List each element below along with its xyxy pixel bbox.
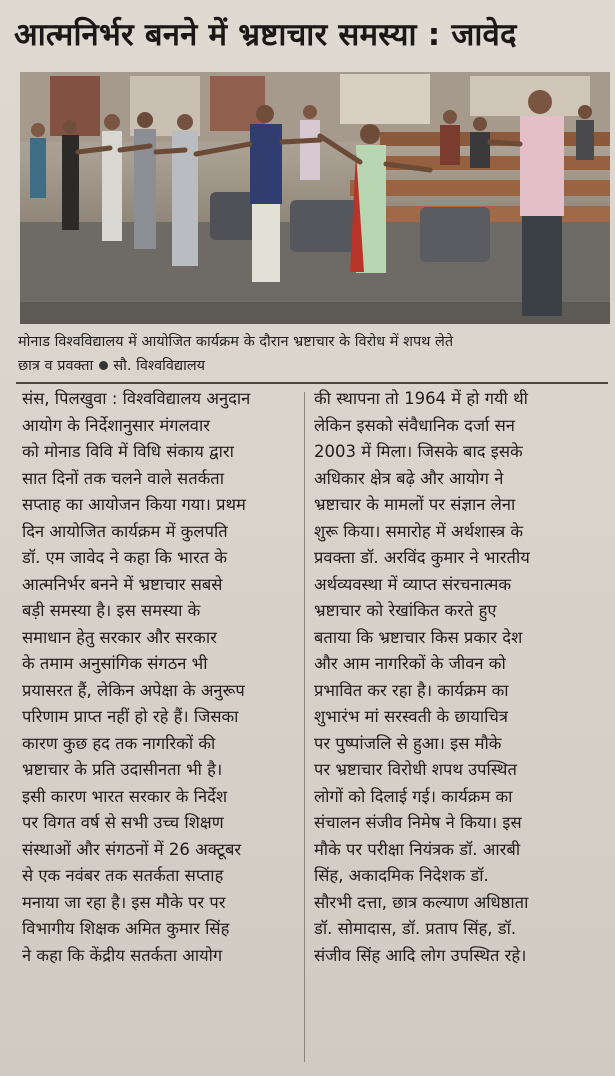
photo-caption	[18, 330, 603, 378]
article-text-line: 2003 में मिला। जिसके बाद इसके	[314, 442, 523, 461]
article-text-line: और आम नागरिकों के जीवन को	[314, 654, 506, 673]
article-text-line: सात दिनों तक चलने वाले सतर्कता	[22, 468, 224, 488]
article-text-line: शुरू किया। समारोह में अर्थशास्त्र के	[314, 521, 524, 541]
article-text-line: भ्रष्टाचार को रेखांकित करते हुए	[314, 601, 497, 620]
article-text-line: अर्थव्यवस्था में व्याप्त संरचनात्मक	[314, 574, 512, 594]
article-text-line: संजीव सिंह आदि लोग उपस्थित रहे।	[314, 945, 527, 965]
article-text-line: डॉ. सोमादास, डॉ. प्रताप सिंह, डॉ.	[314, 919, 517, 938]
caption-line-2	[18, 354, 603, 378]
article-text-line: पर विगत वर्ष से सभी उच्च शिक्षण	[22, 813, 224, 832]
article-text-line: संचालन संजीव निमेष ने किया। इस	[314, 813, 522, 832]
photo-credit: सौ. विश्वविद्यालय	[113, 358, 206, 374]
article-text-line: सौरभी दत्ता, छात्र कल्याण अधिष्ठाता	[314, 892, 529, 912]
article-text-line: पर पुष्पांजलि से हुआ। इस मौके	[314, 733, 502, 753]
article-column-right	[314, 386, 600, 969]
article-text-line: भ्रष्टाचार के प्रति उदासीनता भी है।	[22, 760, 223, 779]
article-text-line: प्रवक्ता डॉ. अरविंद कुमार ने भारतीय	[314, 548, 530, 567]
article-text-line: आयोग के निर्देशानुसार मंगलवार	[22, 415, 210, 435]
article-text-line: पर भ्रष्टाचार विरोधी शपथ उपस्थित	[314, 760, 517, 779]
article-text-line: मौके पर परीक्षा नियंत्रक डॉ. आरबी	[314, 839, 521, 859]
article-text-line: लोगों को दिलाई गई। कार्यक्रम का	[314, 786, 513, 806]
article-text-line: प्रभावित कर रहा है। कार्यक्रम का	[314, 680, 509, 700]
bullet-icon	[99, 361, 108, 370]
article-text-line: परिणाम प्राप्त नहीं हो रहे हैं। जिसका	[22, 707, 239, 726]
article-text-line: आत्मनिर्भर बनने में भ्रष्टाचार सबसे	[22, 574, 223, 594]
article-text-line: कारण कुछ हद तक नागरिकों की	[22, 733, 216, 753]
caption-rule	[16, 382, 608, 384]
article-text-line: भ्रष्टाचार के मामलों पर संज्ञान लेना	[314, 495, 516, 514]
article-text-line: से एक नवंबर तक सतर्कता सप्ताह	[22, 866, 224, 885]
caption-subject: छात्र व प्रवक्ता	[18, 358, 94, 374]
article-text-line: बड़ी समस्या है। इस समस्या के	[22, 601, 201, 620]
article-text-line: बताया कि भ्रष्टाचार किस प्रकार देश	[314, 627, 523, 647]
article-text-line: सप्ताह का आयोजन किया गया। प्रथम	[22, 495, 246, 514]
article-text-line: दिन आयोजित कार्यक्रम में कुलपति	[22, 521, 228, 541]
oath-ceremony-photo	[20, 72, 610, 324]
article-text-line: शुभारंभ मां सरस्वती के छायाचित्र	[314, 707, 508, 726]
article-column-left	[22, 386, 308, 969]
article-text-line: को मोनाड विवि में विधि संकाय द्वारा	[22, 442, 234, 461]
article-text-line: ने कहा कि केंद्रीय सतर्कता आयोग	[22, 945, 223, 965]
article-text-line: संस्थाओं और संगठनों में 26 अक्टूबर	[22, 839, 242, 859]
article-text-line: विभागीय शिक्षक अमित कुमार सिंह	[22, 919, 230, 938]
article-headline: आत्मनिर्भर बनने में भ्रष्टाचार समस्या : जावेद	[14, 17, 517, 53]
article-text-line: इसी कारण भारत सरकार के निर्देश	[22, 786, 228, 806]
article-text-line: डॉ. एम जावेद ने कहा कि भारत के	[22, 548, 228, 567]
article-text-line: के तमाम अनुसांगिक संगठन भी	[22, 654, 208, 673]
article-text-line: समाधान हेतु सरकार और सरकार	[22, 627, 217, 647]
article-text-line: की स्थापना तो 1964 में हो गयी थी	[314, 389, 528, 408]
article-text-line: अधिकार क्षेत्र बढ़े और आयोग ने	[314, 468, 504, 488]
article-text-line: संस, पिलखुवा : विश्वविद्यालय अनुदान	[22, 389, 251, 408]
article-text-line: लेकिन इसको संवैधानिक दर्जा सन	[314, 415, 515, 435]
news-photo	[20, 72, 610, 324]
article-text-line: सिंह, अकादमिक निदेशक डॉ.	[314, 866, 489, 885]
caption-line: मोनाड विश्वविद्यालय में आयोजित कार्यक्रम के दौरान भ्रष्टाचार के विरोध में शपथ लेते	[18, 334, 454, 350]
article-text-line: मनाया जा रहा है। इस मौके पर पर	[22, 892, 226, 912]
article-text-line: प्रयासरत हैं, लेकिन अपेक्षा के अनुरूप	[22, 680, 245, 700]
